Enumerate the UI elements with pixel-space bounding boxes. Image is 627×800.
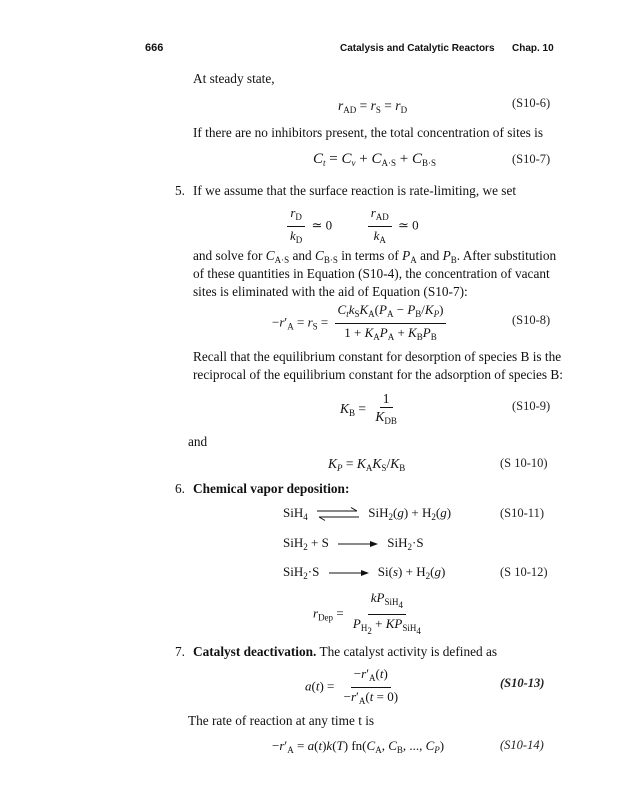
item-6-title: Chemical vapor deposition: [193, 481, 350, 496]
equation-s10-10: $K_P = K_AK_S/K_B$ [328, 456, 406, 473]
item-7-line [193, 643, 497, 661]
equation-s10-6: $r_{AD} = r_S = r_D$ [338, 98, 408, 115]
equation-number-s10-11: (S10-11) [500, 506, 544, 520]
rate-at-time-text: The rate of reaction at any time t is [188, 713, 375, 728]
reaction-arrow-icon [327, 568, 371, 578]
equation-number-s10-6: (S10-6) [512, 96, 551, 110]
eq6-text [0, 0, 1, 1]
item-6-number: 6. [175, 481, 185, 496]
equation-s10-9: $K_B$ = $\frac{1}{K_{DB}}$ [340, 391, 397, 426]
equation-s10-13: a(t) = $\frac{-r'_A(t)}{-r'_A(t = 0)}$ [305, 666, 399, 706]
equation-s10-12: SiH$_2$·S $Si(s) + H_2(g)$ [283, 564, 446, 581]
equation-s10-8: $-r'_A = r_S$ = $\frac{C_tk_SK_A(P_A - P_B/K_P)}{1 + K_AP_A + K_BP_B}$ [272, 302, 449, 345]
no-inhibitors-text: If there are no inhibitors present, the total concentration of sites is [193, 125, 544, 140]
equation-number-s10-13: (S10-13) [500, 676, 545, 690]
equation-s10-14: $-r'_A = a(t)k(T)$ $fn(C_A$, $C_B$, ..., $C_P$) [272, 738, 445, 755]
steady-state-text: At steady state, [193, 71, 275, 86]
equation-number-s10-12: (S 10-12) [500, 565, 548, 579]
equation-number-s10-9: (S10-9) [512, 399, 551, 413]
solve-line-1: and solve for $C_{A\cdot S}$ and $C_{B\cdot S}$ in terms of $P_A$ and $P_B$. After substitution [193, 248, 557, 265]
solve-line-2: of these quantities in Equation (S10-4), the concentration of vacant [193, 266, 550, 281]
running-title: Catalysis and Catalytic Reactors [340, 43, 495, 54]
equation-s10-11: SiH$_4$ $SiH_2(g) + H_2(g)$ [283, 505, 452, 522]
equation-s10-7: $C_t = C_v + C_{A\cdot S} + C_{B\cdot S}$ [313, 151, 437, 168]
equation-adsorption-step: SiH$_2$ + S SiH$_2$·S [283, 535, 424, 552]
equation-number-s10-8: (S10-8) [512, 313, 551, 327]
equilibrium-arrow-icon [315, 507, 361, 521]
equation-number-s10-10: (S 10-10) [500, 456, 548, 470]
item-7-title: Catalyst deactivation. [193, 644, 317, 659]
equation-number-s10-14: (S10-14) [500, 738, 544, 752]
item-5-intro: If we assume that the surface reaction is rate-limiting, we set [193, 183, 517, 198]
reaction-arrow-icon [336, 539, 380, 549]
equation-text-alternatives [0, 0, 1, 1]
item-5-number: 5. [175, 183, 185, 198]
item-7-number: 7. [175, 644, 185, 659]
page-number: 666 [145, 42, 164, 54]
equation-number-s10-7: (S10-7) [512, 152, 551, 166]
recall-line-2: reciprocal of the equilibrium constant for the adsorption of species B: [193, 367, 563, 382]
item-7-text: The catalyst activity is defined as [319, 644, 498, 659]
and-text: and [188, 434, 208, 449]
solve-line-3: sites is eliminated with the aid of Equation (S10-7): [193, 284, 468, 299]
recall-line-1: Recall that the equilibrium constant for desorption of species B is the [193, 349, 562, 364]
chapter-label: Chap. 10 [512, 43, 554, 54]
equation-deposition-rate: $r_{Dep}$ = $\frac{kP_{SiH_4}}{P_{H_2} + KP_{SiH_4}}$ [313, 590, 421, 636]
rate-limiting-condition: $\frac{r_D}{k_D}$ ≃ 0 $\frac{r_{AD}}{k_A}$ ≃ 0 [284, 205, 419, 248]
